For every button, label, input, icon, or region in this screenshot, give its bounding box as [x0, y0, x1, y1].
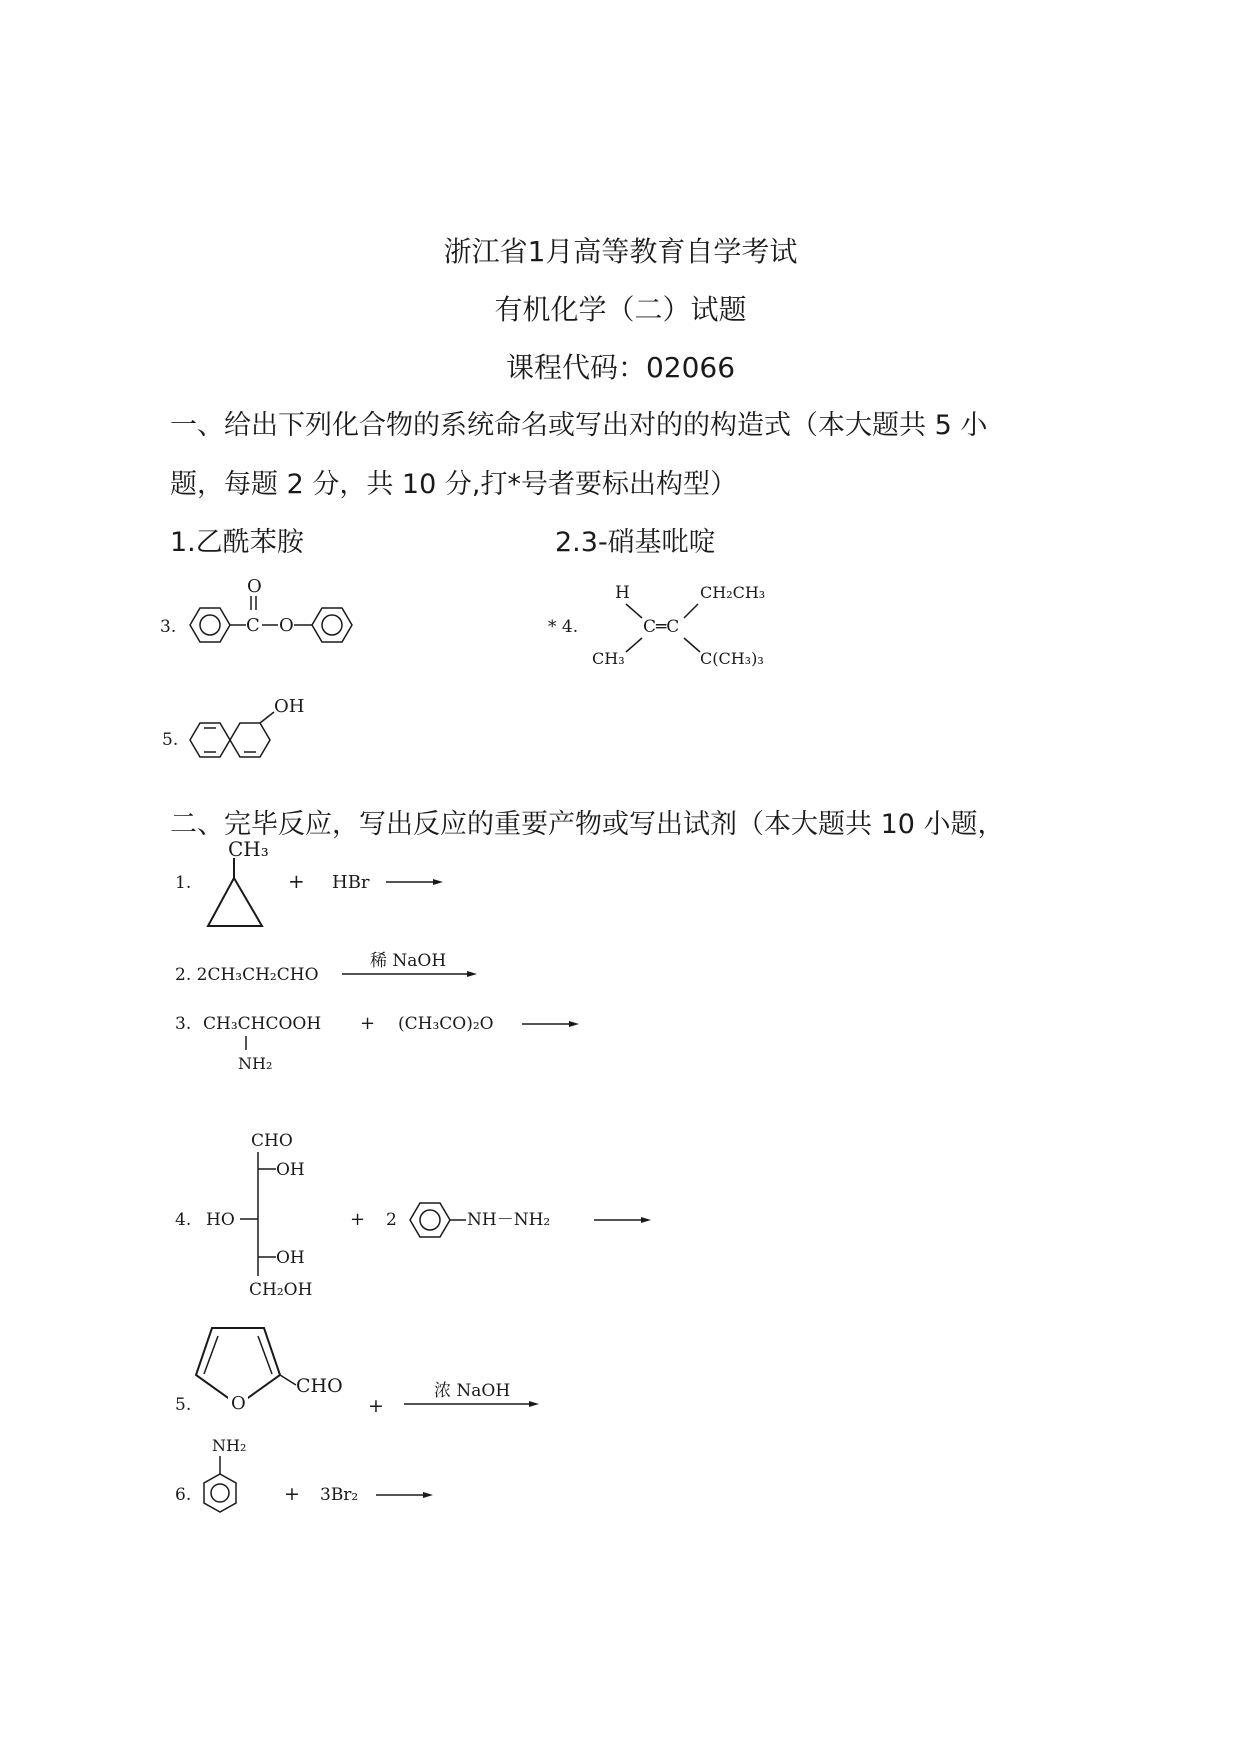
q4-ethyl: CH₂CH₃	[700, 583, 766, 602]
r4-plus: +	[350, 1209, 366, 1230]
r3-reagent: (CH₃CO)₂O	[398, 1014, 494, 1034]
reaction-1	[175, 837, 443, 926]
q3-carbonyl-oxygen: O	[247, 576, 262, 597]
reaction-6	[175, 1436, 433, 1512]
cyclopropane-ring	[208, 878, 262, 926]
r4-hydroxyl-2: OH	[276, 1248, 305, 1268]
q5-structure	[162, 696, 304, 757]
r6-reagent: 3Br₂	[320, 1485, 359, 1505]
r5-number: 5.	[175, 1395, 192, 1415]
r6-number: 6.	[175, 1485, 192, 1505]
benzene-ring-right	[312, 608, 352, 642]
bond	[684, 604, 698, 618]
r1-methyl: CH₃	[228, 837, 269, 861]
bond	[626, 604, 642, 618]
furan-double-bond	[258, 1336, 272, 1374]
q3-number: 3.	[160, 617, 177, 637]
arrow-head	[641, 1217, 651, 1223]
question-1: 1.乙酰苯胺	[170, 527, 304, 558]
r3-acid: CH₃CHCOOH	[203, 1014, 322, 1034]
bond	[280, 1375, 296, 1385]
benzene-ring-left	[190, 608, 230, 642]
section1-heading-line2: 题，每题 2 分，共 10 分,打*号者要标出构型）	[170, 469, 737, 500]
subject-title: 有机化学（二）试题	[494, 293, 747, 326]
q3-structure	[160, 576, 352, 642]
r4-hydroxyl-left: HO	[206, 1210, 235, 1230]
r4-aldehyde: CHO	[251, 1131, 293, 1151]
reaction-2	[175, 951, 477, 985]
section1-heading-line1: 一、给出下列化合物的系统命名或写出对的的构造式（本大题共 5 小	[170, 410, 988, 441]
q5-hydroxyl: OH	[274, 696, 305, 717]
bond	[684, 638, 700, 652]
r1-plus: +	[288, 869, 305, 893]
arrow-head	[423, 1492, 433, 1498]
q4-h: H	[615, 583, 630, 603]
r1-reagent: HBr	[332, 872, 370, 893]
q3-carbon: C	[246, 615, 260, 636]
aniline-circle	[211, 1484, 229, 1502]
arrow-head	[433, 879, 443, 885]
q4-double-bond: C═C	[643, 617, 680, 637]
q4-methyl: CH₃	[592, 649, 625, 668]
furan-double-bond	[204, 1336, 218, 1374]
r4-number: 4.	[175, 1210, 192, 1230]
r6-amino: NH₂	[212, 1436, 247, 1455]
r2-condition: 稀 NaOH	[370, 951, 447, 971]
q4-number: * 4.	[548, 617, 579, 637]
r1-number: 1.	[175, 873, 192, 893]
benzene-circle-left	[200, 615, 220, 635]
phenyl-circle	[420, 1210, 440, 1230]
bond	[260, 712, 274, 723]
r4-ch2oh: CH₂OH	[249, 1280, 313, 1300]
r5-plus: +	[368, 1395, 384, 1417]
section2-heading: 二、完毕反应，写出反应的重要产物或写出试剂（本大题共 10 小题，	[170, 809, 1005, 840]
course-code: 课程代码：02066	[505, 351, 736, 384]
r4-hydroxyl-1: OH	[276, 1160, 305, 1180]
r3-plus: +	[360, 1013, 376, 1034]
arrow-head	[529, 1401, 539, 1407]
bond	[626, 638, 642, 652]
aniline-ring	[204, 1474, 236, 1512]
r3-number: 3.	[175, 1014, 192, 1034]
r4-hydrazine: NH－NH₂	[467, 1210, 551, 1230]
question-2: 2.3-硝基吡啶	[555, 527, 716, 558]
reaction-4	[175, 1131, 651, 1300]
arrow-head	[467, 971, 477, 977]
reaction-5	[175, 1328, 539, 1417]
r4-coefficient: 2	[386, 1210, 397, 1230]
q4-structure	[548, 583, 765, 668]
arrow-head	[569, 1021, 579, 1027]
phenyl-ring	[410, 1203, 450, 1237]
q4-tert-butyl: C(CH₃)₃	[700, 649, 764, 668]
r6-plus: +	[284, 1483, 300, 1505]
r5-ring-oxygen: O	[231, 1393, 246, 1414]
r3-amino: NH₂	[238, 1054, 273, 1073]
r2-reactant: 2. 2CH₃CH₂CHO	[175, 965, 319, 985]
exam-title: 浙江省1月高等教育自学考试	[443, 235, 798, 268]
r5-aldehyde: CHO	[296, 1375, 343, 1397]
q3-ester-oxygen: O	[279, 615, 294, 636]
q5-number: 5.	[162, 730, 179, 750]
r5-condition: 浓 NaOH	[434, 1381, 511, 1401]
benzene-circle-right	[322, 615, 342, 635]
reaction-3	[175, 1013, 579, 1073]
